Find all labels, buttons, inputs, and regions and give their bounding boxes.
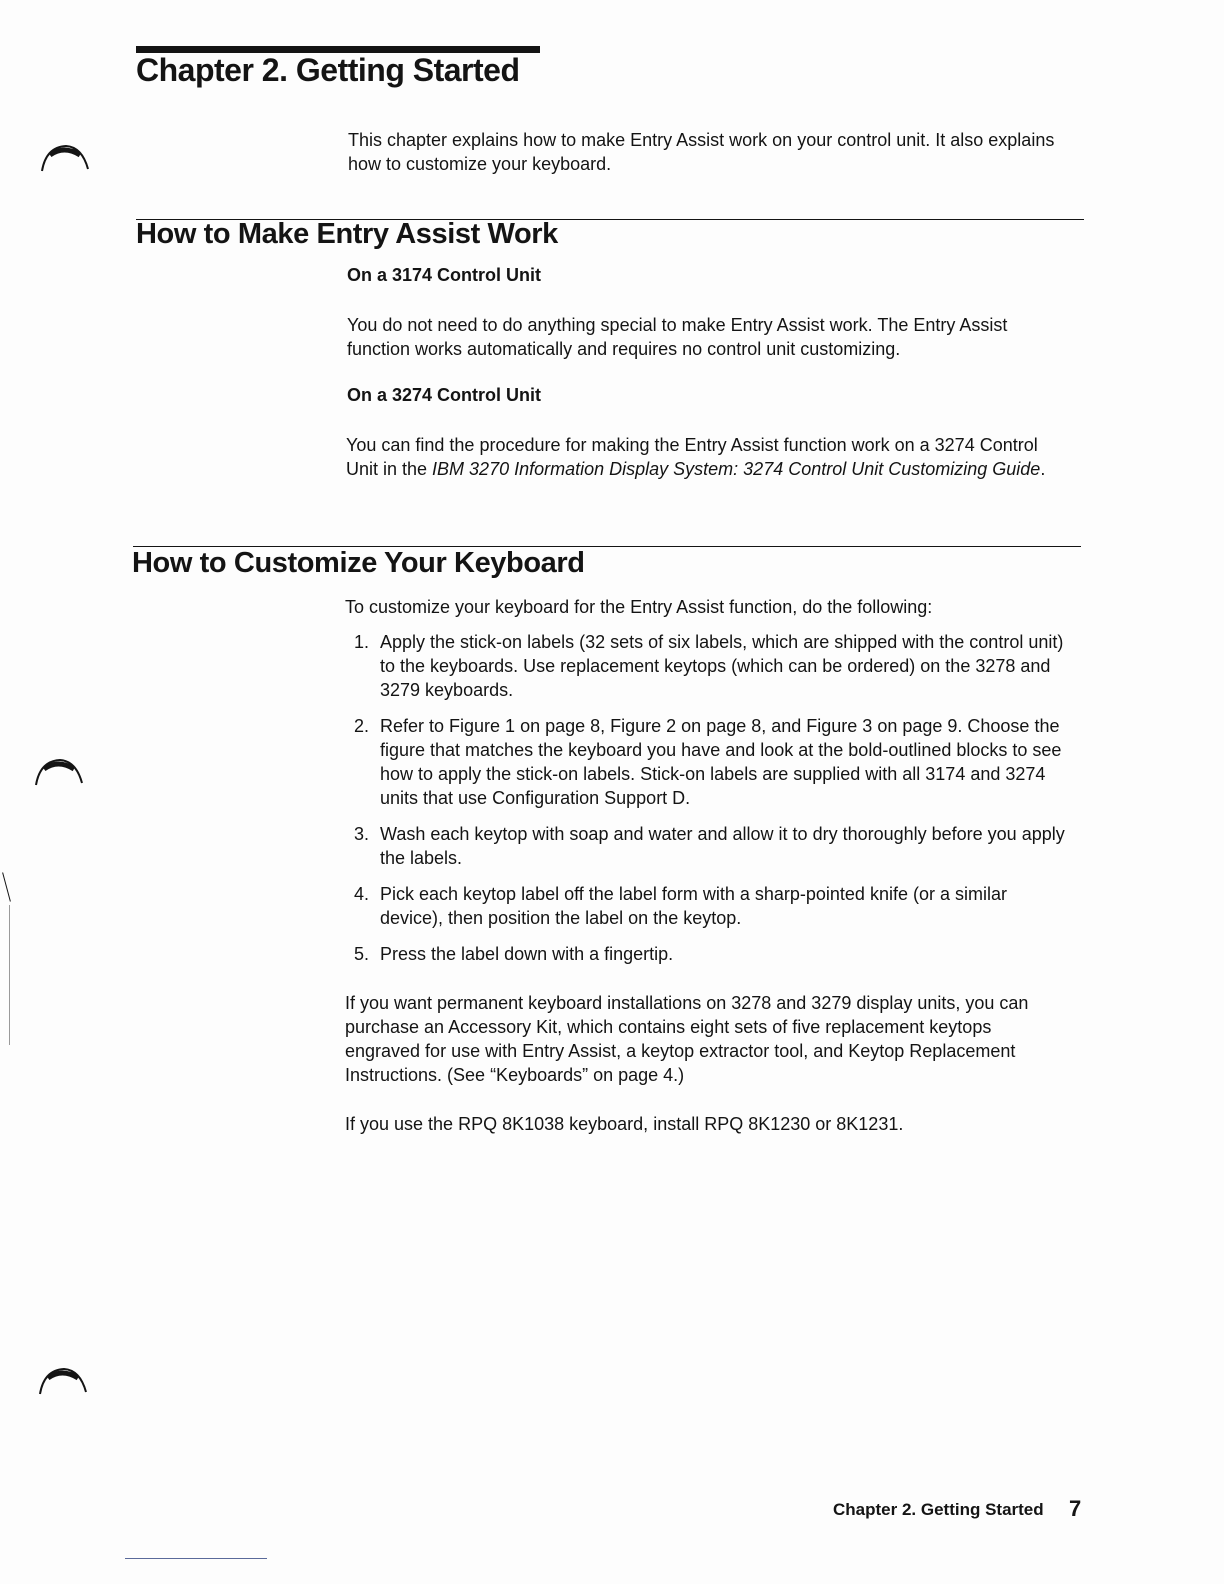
procedure-step [345,822,1065,870]
procedure-step [345,630,1065,702]
procedure-steps [345,630,1065,978]
step-number: 1. [354,632,370,652]
margin-scan-line [2,872,11,901]
margin-scan-line-faint [9,905,10,1045]
rpq-paragraph: If you use the RPQ 8K1038 keyboard, install RPQ 8K1230 or 8K1231. [345,1114,904,1134]
paragraph-3274 [346,433,1058,481]
step-text: Wash each keytop with soap and water and allow it to dry thoroughly before you apply the labels. [380,824,1065,868]
step-text: Press the label down with a fingertip. [380,944,674,964]
chapter-intro: This chapter explains how to make Entry Assist work on your control unit. It also explains how to customize your keyboard. [348,130,1055,174]
guide-title-citation: IBM 3270 Information Display System: 3274 Control Unit Customizing Guide [432,459,1041,479]
subheading-3174: On a 3174 Control Unit [347,265,542,285]
page-number: 7 [1069,1496,1082,1521]
step-text: Refer to Figure 1 on page 8, Figure 2 on page 8, and Figure 3 on page 9. Choose the figure that matches the keyboard you have and look at the bold-outlined blocks to see how to apply the stick-on labels. Stick-on labels are supplied with all 3174 and 3274 units that use Configuration Support D. [380,716,1062,808]
running-footer-title: Chapter 2. Getting Started [833,1500,1044,1519]
keyboard-intro: To customize your keyboard for the Entry Assist function, do the following: [345,597,933,617]
accessory-kit-paragraph: If you want permanent keyboard installations on 3278 and 3279 display units, you can purchase an Accessory Kit, which contains eight sets of five replacement keytops engraved for use with Entry Assist, a keytop extractor tool, and Keytop Replacement Instructions. (See “Keyboards” on page 4.) [345,993,1029,1085]
section-title-make-work: How to Make Entry Assist Work [136,218,558,250]
procedure-step [345,714,1065,810]
procedure-step [345,882,1065,930]
step-text: Pick each keytop label off the label form with a sharp-pointed knife (or a similar device), then position the label on the keytop. [380,884,1007,928]
punch-hole-mark-top [40,143,90,173]
step-number: 2. [354,716,370,736]
paragraph-3274-text: You can find the procedure for making the Entry Assist function work on a 3274 Control Unit in the [346,435,1038,479]
step-number: 5. [354,944,370,964]
subheading-3274: On a 3274 Control Unit [347,385,542,405]
paragraph-3274-end: . [1040,459,1046,479]
section-title-keyboard: How to Customize Your Keyboard [132,547,585,579]
punch-hole-mark-bottom [38,1366,88,1396]
procedure-step [345,942,1065,966]
step-number: 4. [354,884,370,904]
step-number: 3. [354,824,370,844]
step-text: Apply the stick-on labels (32 sets of six labels, which are shipped with the control unit) to the keyboards. Use replacement keytops (which can be ordered) on the 3278 and 3279 keyboards. [380,632,1064,700]
bottom-scan-line [125,1558,267,1559]
chapter-title: Chapter 2. Getting Started [136,52,520,88]
punch-hole-mark-middle [34,757,84,787]
paragraph-3174: You do not need to do anything special to make Entry Assist work. The Entry Assist function works automatically and requires no control unit customizing. [347,315,1008,359]
